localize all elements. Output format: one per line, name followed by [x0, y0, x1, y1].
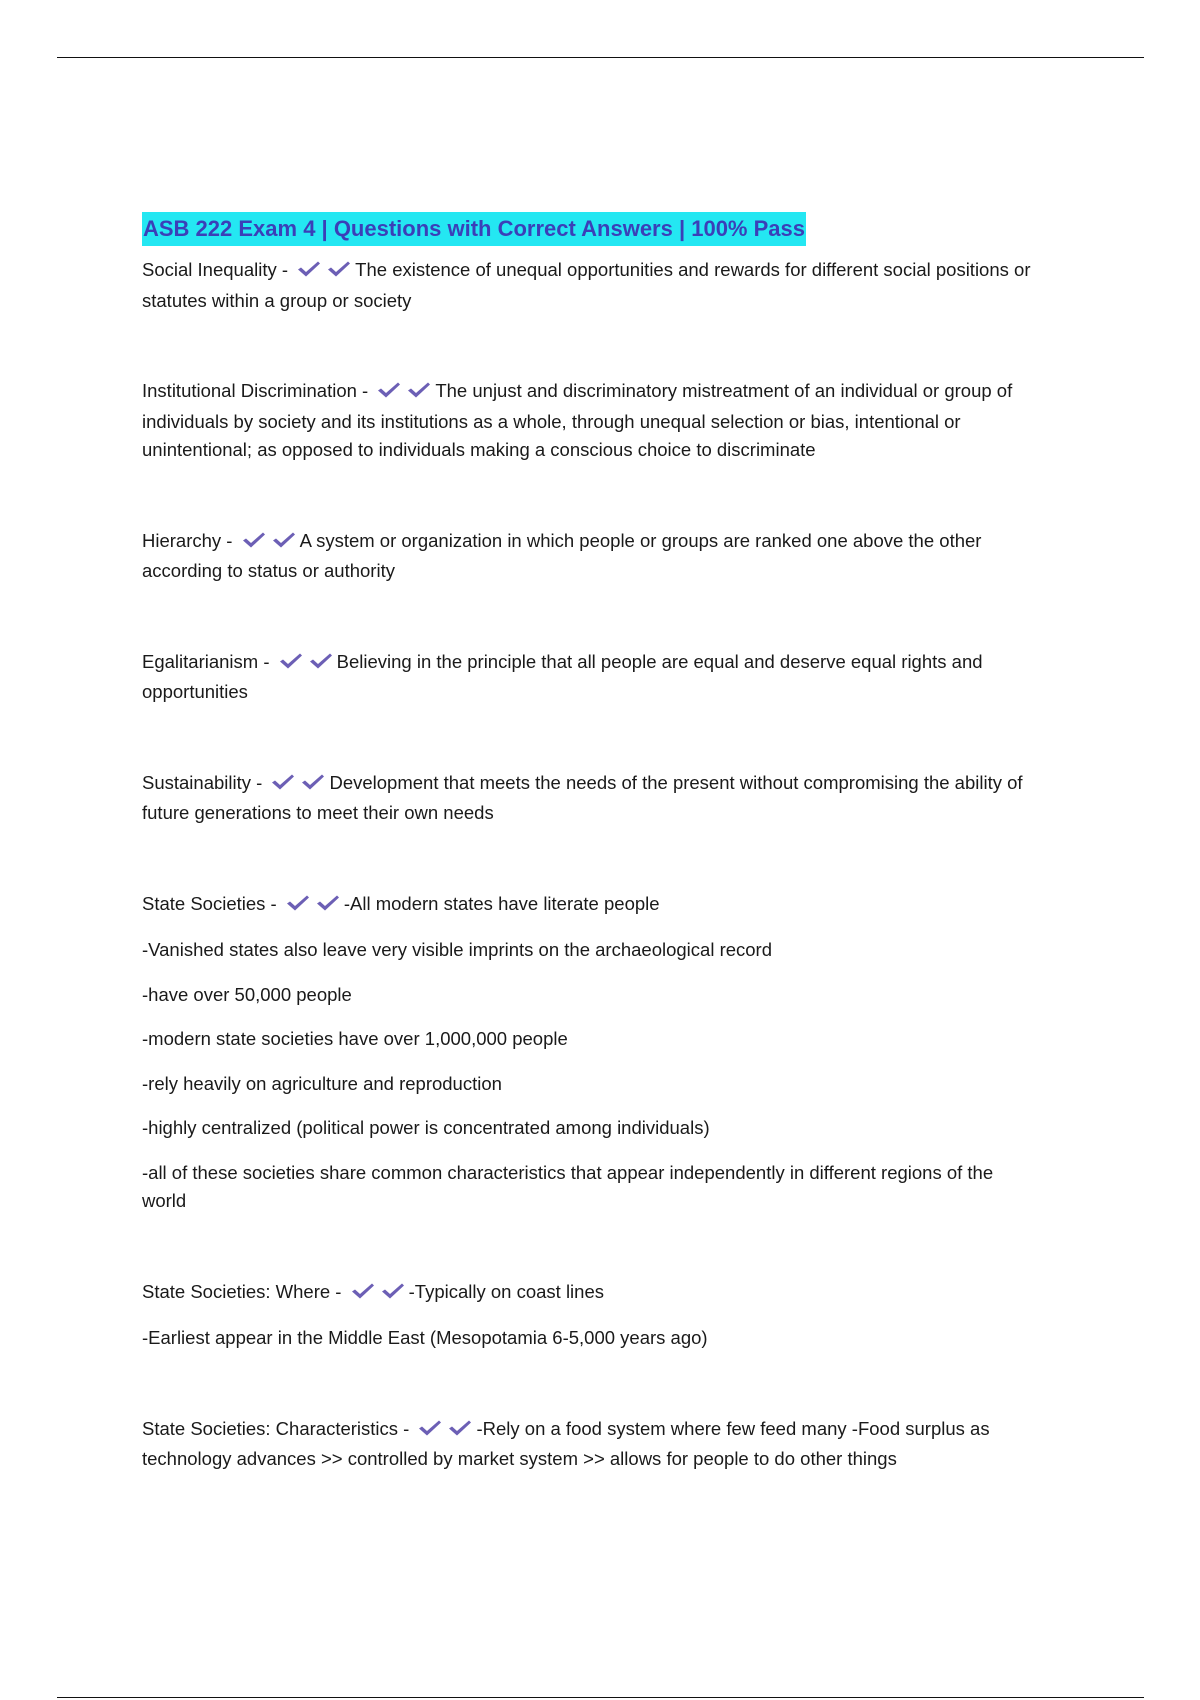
entry-extra-line: -rely heavily on agriculture and reproduction	[142, 1072, 502, 1094]
check-icon	[377, 381, 401, 399]
entry-definition: -Rely on a food system where few feed many -Food surplus as technology advances >> controlled by market system >> allows for people to do other things	[142, 1417, 990, 1469]
check-icon	[351, 1282, 375, 1300]
check-icon	[418, 1419, 442, 1437]
entry-state-societies	[142, 890, 1042, 1216]
entry-main	[142, 1415, 1042, 1474]
check-icon	[242, 531, 266, 549]
double-check-icon	[377, 379, 433, 408]
entry-social-inequality	[142, 256, 1042, 315]
check-icon	[309, 652, 333, 670]
entry-sustainability	[142, 769, 1042, 828]
entry-term: State Societies: Characteristics -	[142, 1417, 410, 1439]
entry-extra-line: -Vanished states also leave very visible imprints on the archaeological record	[142, 939, 773, 960]
double-check-icon	[279, 650, 335, 679]
page-top-rule	[57, 57, 1144, 58]
check-icon	[271, 773, 295, 791]
entry-main	[142, 1278, 1042, 1309]
double-check-icon	[271, 771, 327, 800]
entry-main	[142, 648, 1042, 707]
entry-definition: Development that meets the needs of the present without compromising the ability of future generations to meet their own needs	[142, 771, 1023, 823]
check-icon	[407, 381, 431, 399]
entry-egalitarianism	[142, 648, 1042, 707]
entry-definition: -All modern states have literate people	[343, 892, 660, 914]
entry-definition: Believing in the principle that all people are equal and deserve equal rights and opportunities	[142, 650, 983, 702]
entry-main	[142, 256, 1042, 315]
check-icon	[316, 894, 340, 912]
entry-extra-line: -Earliest appear in the Middle East (Mesopotamia 6-5,000 years ago)	[142, 1327, 708, 1348]
entry-term: State Societies: Where -	[142, 1280, 342, 1302]
document-title: ASB 222 Exam 4 | Questions with Correct Answers | 100% Pass	[142, 212, 806, 246]
entry-definition: -Typically on coast lines	[408, 1280, 604, 1302]
check-icon	[297, 260, 321, 278]
check-icon	[381, 1282, 405, 1300]
entry-main	[142, 377, 1042, 465]
entry-term: Institutional Discrimination -	[142, 380, 369, 401]
check-icon	[272, 531, 296, 549]
double-check-icon	[297, 258, 353, 287]
entry-definition: The existence of unequal opportunities and rewards for different social positions or statutes within a group or society	[142, 259, 1031, 311]
entry-term: Egalitarianism -	[142, 650, 270, 672]
entry-extra-line: -have over 50,000 people	[142, 983, 352, 1005]
entry-main	[142, 890, 1042, 921]
entry-main	[142, 527, 1042, 586]
entry-main	[142, 769, 1042, 828]
check-icon	[279, 652, 303, 670]
entry-extra-line: -modern state societies have over 1,000,000 people	[142, 1028, 568, 1049]
double-check-icon	[242, 529, 298, 558]
entry-extra-line: -all of these societies share common characteristics that appear independently in different regions of the world	[142, 1161, 994, 1211]
entry-term: Social Inequality -	[142, 259, 289, 280]
double-check-icon	[351, 1280, 407, 1309]
page-bottom-rule	[57, 1697, 1144, 1698]
entry-definition: A system or organization in which people or groups are ranked one above the other according to status or authority	[142, 529, 982, 581]
check-icon	[286, 894, 310, 912]
entry-state-societies-characteristics	[142, 1415, 1042, 1474]
check-icon	[448, 1419, 472, 1437]
entry-hierarchy	[142, 527, 1042, 586]
double-check-icon	[286, 892, 342, 921]
entry-definition: The unjust and discriminatory mistreatment of an individual or group of individuals by society and its institutions as a whole, through unequal selection or bias, intentional or unintentional; as opposed to individuals making a conscious choice to discriminate	[142, 380, 1013, 460]
double-check-icon	[418, 1417, 474, 1446]
document-body	[142, 212, 1042, 1474]
entry-term: Hierarchy -	[142, 529, 233, 551]
entry-extra-line: -highly centralized (political power is concentrated among individuals)	[142, 1117, 710, 1138]
check-icon	[327, 260, 351, 278]
entry-institutional-discrimination	[142, 377, 1042, 465]
entry-state-societies-where	[142, 1278, 1042, 1353]
entry-term: Sustainability -	[142, 771, 263, 793]
entry-term: State Societies -	[142, 892, 277, 914]
check-icon	[301, 773, 325, 791]
